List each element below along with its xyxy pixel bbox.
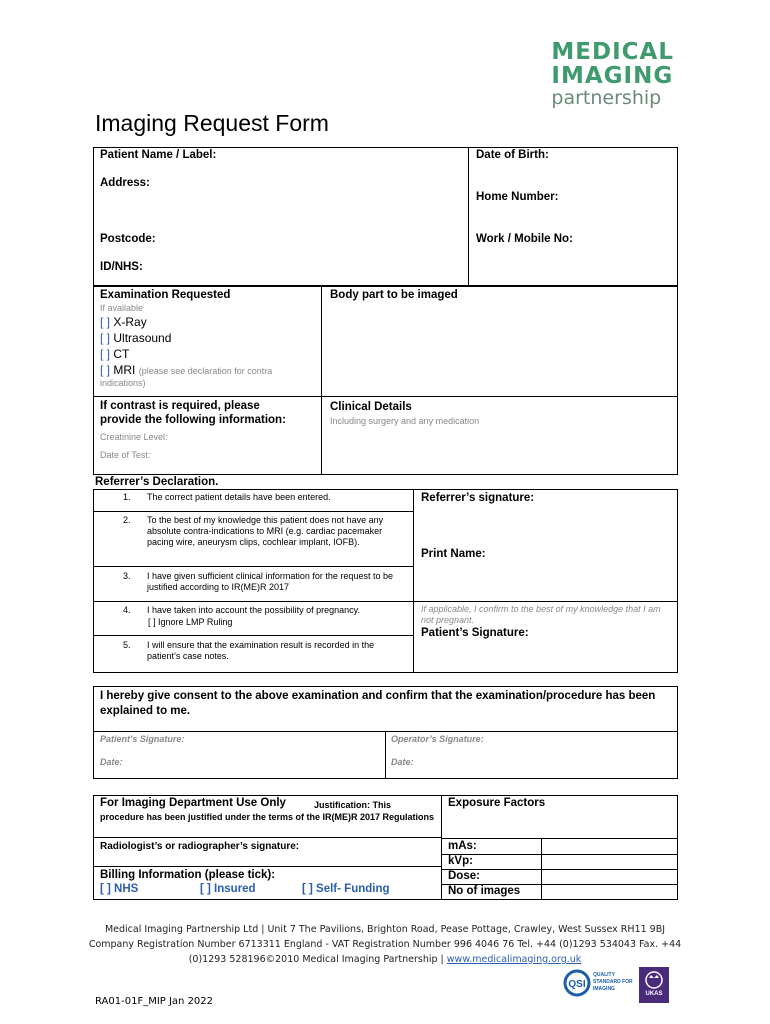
decl-row-line-3 bbox=[93, 601, 413, 602]
consent-statement: I hereby give consent to the above examination and confirm that the examination/procedure has been explained to me. bbox=[100, 690, 656, 717]
print-name-label[interactable]: Print Name: bbox=[421, 548, 486, 560]
ultrasound-checkbox[interactable]: [ ] bbox=[100, 331, 111, 345]
decl-text-4: I have taken into account the possibility of pregnancy. bbox=[147, 605, 360, 615]
billing-self-funding[interactable] bbox=[302, 883, 390, 895]
form-title: Imaging Request Form bbox=[95, 110, 329, 136]
consent-vdivider bbox=[385, 731, 386, 779]
pregnancy-confirmation: If applicable, I confirm to the best of my knowledge that I am not pregnant. bbox=[421, 604, 661, 625]
footer-line-3: (0)1293 528196©2010 Medical Imaging Partnership | bbox=[188, 954, 444, 965]
kvp-label[interactable]: kVp: bbox=[448, 855, 473, 867]
exposure-factors-heading: Exposure Factors bbox=[448, 797, 546, 809]
exam-option-xray[interactable] bbox=[100, 315, 147, 329]
exam-option-ct[interactable] bbox=[100, 347, 129, 361]
clinical-details-heading[interactable]: Clinical Details bbox=[330, 401, 412, 413]
patient-name-label[interactable]: Patient Name / Label: bbox=[100, 149, 217, 161]
website-link[interactable]: www.medicalimaging.org.uk bbox=[446, 954, 582, 965]
footer-line-3-wrap bbox=[0, 952, 770, 967]
radiologist-signature-label[interactable]: Radiologist’s or radiographer’s signature: bbox=[100, 841, 300, 852]
logo-line-1: MEDICAL bbox=[551, 39, 674, 65]
ct-label: CT bbox=[113, 347, 130, 361]
xray-checkbox[interactable]: [ ] bbox=[100, 315, 111, 329]
logo-line-2: IMAGING bbox=[551, 63, 674, 89]
mas-label[interactable]: mAs: bbox=[448, 840, 477, 852]
referrer-signature-label[interactable]: Referrer’s signature: bbox=[421, 492, 535, 504]
lmp-checkbox[interactable]: [ ] Ignore LMP Ruling bbox=[148, 617, 233, 627]
consent-date-2[interactable]: Date: bbox=[391, 757, 414, 767]
creatinine-label[interactable]: Creatinine Level: bbox=[100, 432, 168, 442]
decl-text-1: The correct patient details have been entered. bbox=[147, 492, 331, 502]
examination-box bbox=[93, 286, 678, 475]
exam-requested-heading: Examination Requested bbox=[100, 289, 231, 301]
logo-line-3: partnership bbox=[551, 87, 662, 109]
justification-text: Justification: This procedure has been justified under the terms of the IR(ME)R 2017 Regulations bbox=[100, 800, 435, 822]
billing-nhs[interactable] bbox=[100, 883, 138, 895]
exposure-line-1 bbox=[441, 854, 678, 855]
no-of-images-label[interactable]: No of images bbox=[448, 885, 521, 897]
ultrasound-label: Ultrasound bbox=[113, 331, 172, 345]
contrast-line-2: provide the following information: bbox=[100, 414, 286, 426]
decl-row-line-1 bbox=[93, 511, 413, 512]
company-logo bbox=[551, 40, 674, 108]
decl-num-1: 1. bbox=[123, 492, 131, 502]
patient-signature-label[interactable]: Patient’s Signature: bbox=[421, 627, 529, 639]
dose-label[interactable]: Dose: bbox=[448, 870, 480, 882]
billing-insured-label[interactable]: [ ] Insured bbox=[200, 883, 256, 895]
exposure-line-0 bbox=[441, 838, 678, 839]
consent-date-1[interactable]: Date: bbox=[100, 757, 123, 767]
footer-line-1: Medical Imaging Partnership Ltd | Unit 7 The Pavilions, Brighton Road, Pease Pottage, Crawley, West Sussex RH11 9BJ bbox=[104, 924, 666, 935]
exam-divider bbox=[321, 286, 322, 475]
dob-label[interactable]: Date of Birth: bbox=[476, 149, 549, 161]
date-of-test-label[interactable]: Date of Test: bbox=[100, 450, 151, 460]
mri-label: MRI bbox=[113, 363, 136, 377]
billing-self-label[interactable]: [ ] Self- Funding bbox=[302, 883, 390, 895]
ct-checkbox[interactable]: [ ] bbox=[100, 347, 111, 361]
body-part-heading[interactable]: Body part to be imaged bbox=[330, 289, 458, 301]
address-label[interactable]: Address: bbox=[100, 177, 150, 189]
dept-line-2 bbox=[93, 866, 441, 867]
declaration-heading: Referrer’s Declaration. bbox=[95, 476, 219, 488]
patient-divider bbox=[468, 147, 469, 286]
exam-mid-divider bbox=[93, 396, 678, 397]
decl-num-5: 5. bbox=[123, 640, 131, 650]
svg-text:QSI: QSI bbox=[568, 979, 586, 990]
id-nhs-label[interactable]: ID/NHS: bbox=[100, 261, 143, 273]
form-code: RA01-01F_MIP Jan 2022 bbox=[95, 996, 214, 1007]
work-mobile-label[interactable]: Work / Mobile No: bbox=[476, 233, 573, 245]
clinical-details-sub: Including surgery and any medication bbox=[330, 416, 480, 426]
mri-note-cont: indications) bbox=[100, 378, 146, 388]
crown-icon bbox=[639, 967, 669, 1003]
billing-heading: Billing Information (please tick): bbox=[100, 869, 276, 881]
contrast-line-1: If contrast is required, please bbox=[100, 400, 260, 412]
decl-text-3: I have given sufficient clinical information for the request to be justified according to IR(ME)R 2017 bbox=[147, 571, 393, 592]
qsi-logo-text: QUALITY STANDARD FOR IMAGING bbox=[593, 972, 633, 992]
decl-num-4: 4. bbox=[123, 605, 131, 615]
ukas-logo-text: UKAS bbox=[645, 991, 663, 997]
decl-right-line bbox=[413, 601, 678, 602]
consent-patient-signature[interactable]: Patient’s Signature: bbox=[100, 734, 185, 744]
decl-row-line-4 bbox=[93, 635, 413, 636]
declaration-divider bbox=[413, 489, 414, 673]
dept-line-1 bbox=[93, 837, 441, 838]
operator-signature[interactable]: Operator’s Signature: bbox=[391, 734, 484, 744]
mri-checkbox[interactable]: [ ] bbox=[100, 363, 111, 377]
decl-text-2: To the best of my knowledge this patient does not have any absolute contra-indications to MRI (e.g. cardiac pacemaker pacing wire, aneurysm clips, cochlear implant, IOFB). bbox=[147, 515, 384, 547]
ukas-logo bbox=[639, 967, 669, 1003]
footer-line-2: Company Registration Number 6713311 England - VAT Registration Number 996 4046 76 Tel. +44 (0)1293 534043 Fax. +44 bbox=[88, 939, 682, 950]
decl-text-5: I will ensure that the examination result is recorded in the patient’s case notes. bbox=[147, 640, 375, 661]
mri-note: (please see declaration for contra bbox=[138, 366, 273, 376]
decl-row-line-2 bbox=[93, 566, 413, 567]
home-number-label[interactable]: Home Number: bbox=[476, 191, 559, 203]
qsi-logo bbox=[563, 968, 635, 1000]
billing-nhs-label[interactable]: [ ] NHS bbox=[100, 883, 139, 895]
decl-num-3: 3. bbox=[123, 571, 131, 581]
patient-details-box bbox=[93, 147, 678, 286]
exam-option-ultrasound[interactable] bbox=[100, 331, 171, 345]
postcode-label[interactable]: Postcode: bbox=[100, 233, 156, 245]
exam-requested-sub: If available bbox=[100, 303, 144, 313]
xray-label: X-Ray bbox=[113, 315, 147, 329]
decl-num-2: 2. bbox=[123, 515, 131, 525]
billing-insured[interactable] bbox=[200, 883, 256, 895]
dept-use-heading: For Imaging Department Use Only bbox=[100, 797, 286, 809]
exam-option-mri[interactable] bbox=[100, 363, 272, 377]
